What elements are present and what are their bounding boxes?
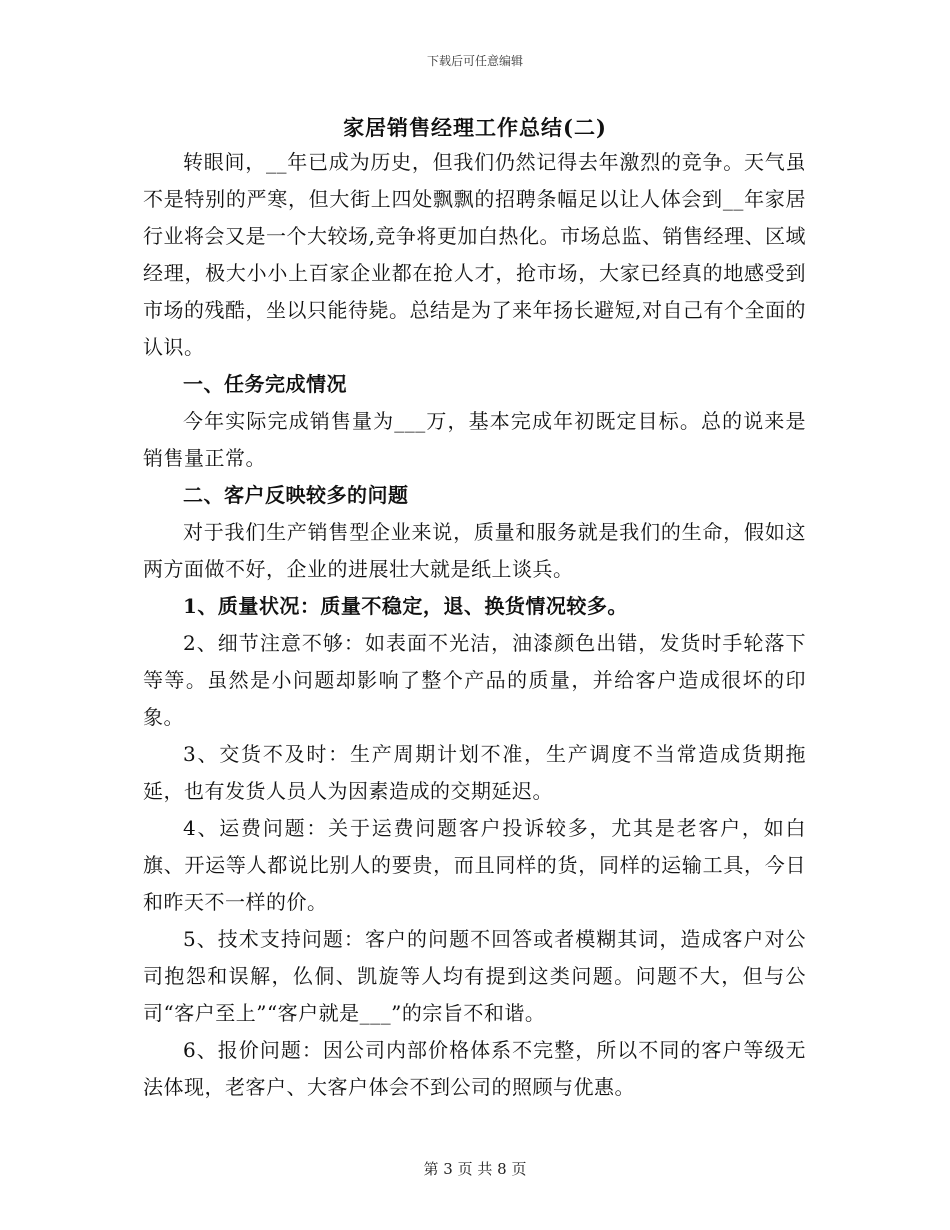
issue-freight: 4、运费问题：关于运费问题客户投诉较多，尤其是老客户，如白旗、开运等人都说比别人的要贵，而且同样的货，同样的运输工具，今日和昨天不一样的价。 [143, 816, 806, 914]
paragraph-intro: 转眼间，__年已成为历史，但我们仍然记得去年激烈的竞争。天气虽不是特别的严寒，但大街上四处飘飘的招聘条幅足以让人体会到__年家居行业将会又是一个大较场,竞争将更加白热化。市场总监、销售经理、区域经理，极大小小上百家企业都在抢人才，抢市场，大家已经真的地感受到市场的残酷，坐以只能待毙。总结是为了来年扬长避短,对自己有个全面的认识。 [143, 150, 806, 359]
paragraph-sales-volume: 今年实际完成销售量为___万，基本完成年初既定目标。总的说来是销售量正常。 [143, 409, 806, 470]
issue-technical-support: 5、技术支持问题：客户的问题不回答或者模糊其词，造成客户对公司抱怨和误解，仫侗、凯旋等人均有提到这类问题。问题不大，但与公司“客户至上”“客户就是___”的宗旨不和谐。 [143, 927, 806, 1025]
header-note: 下载后可任意编辑 [426, 54, 523, 68]
document-body [143, 144, 806, 1106]
page-footer: 第 3 页 共 8 页 [423, 1160, 527, 1178]
issue-pricing: 6、报价问题：因公司内部价格体系不完整，所以不同的客户等级无法体现，老客户、大客户体会不到公司的照顾与优惠。 [143, 1038, 806, 1099]
document-title: 家居销售经理工作总结(二) [343, 115, 607, 140]
issue-quality-status: 1、质量状况：质量不稳定，退、换货情况较多。 [183, 594, 628, 618]
issue-delivery-delay: 3、交货不及时：生产周期计划不准，生产调度不当常造成货期拖延，也有发货人员人为因素造成的交期延迟。 [143, 742, 806, 803]
issue-detail-attention: 2、细节注意不够：如表面不光洁，油漆颜色出错，发货时手轮落下等等。虽然是小问题却影响了整个产品的质量，并给客户造成很坏的印象。 [143, 631, 806, 729]
section-heading-customer-issues: 二、客户反映较多的问题 [183, 483, 409, 507]
paragraph-quality-service: 对于我们生产销售型企业来说，质量和服务就是我们的生命，假如这两方面做不好，企业的进展壮大就是纸上谈兵。 [143, 520, 806, 581]
section-heading-task-completion: 一、任务完成情况 [183, 372, 347, 396]
